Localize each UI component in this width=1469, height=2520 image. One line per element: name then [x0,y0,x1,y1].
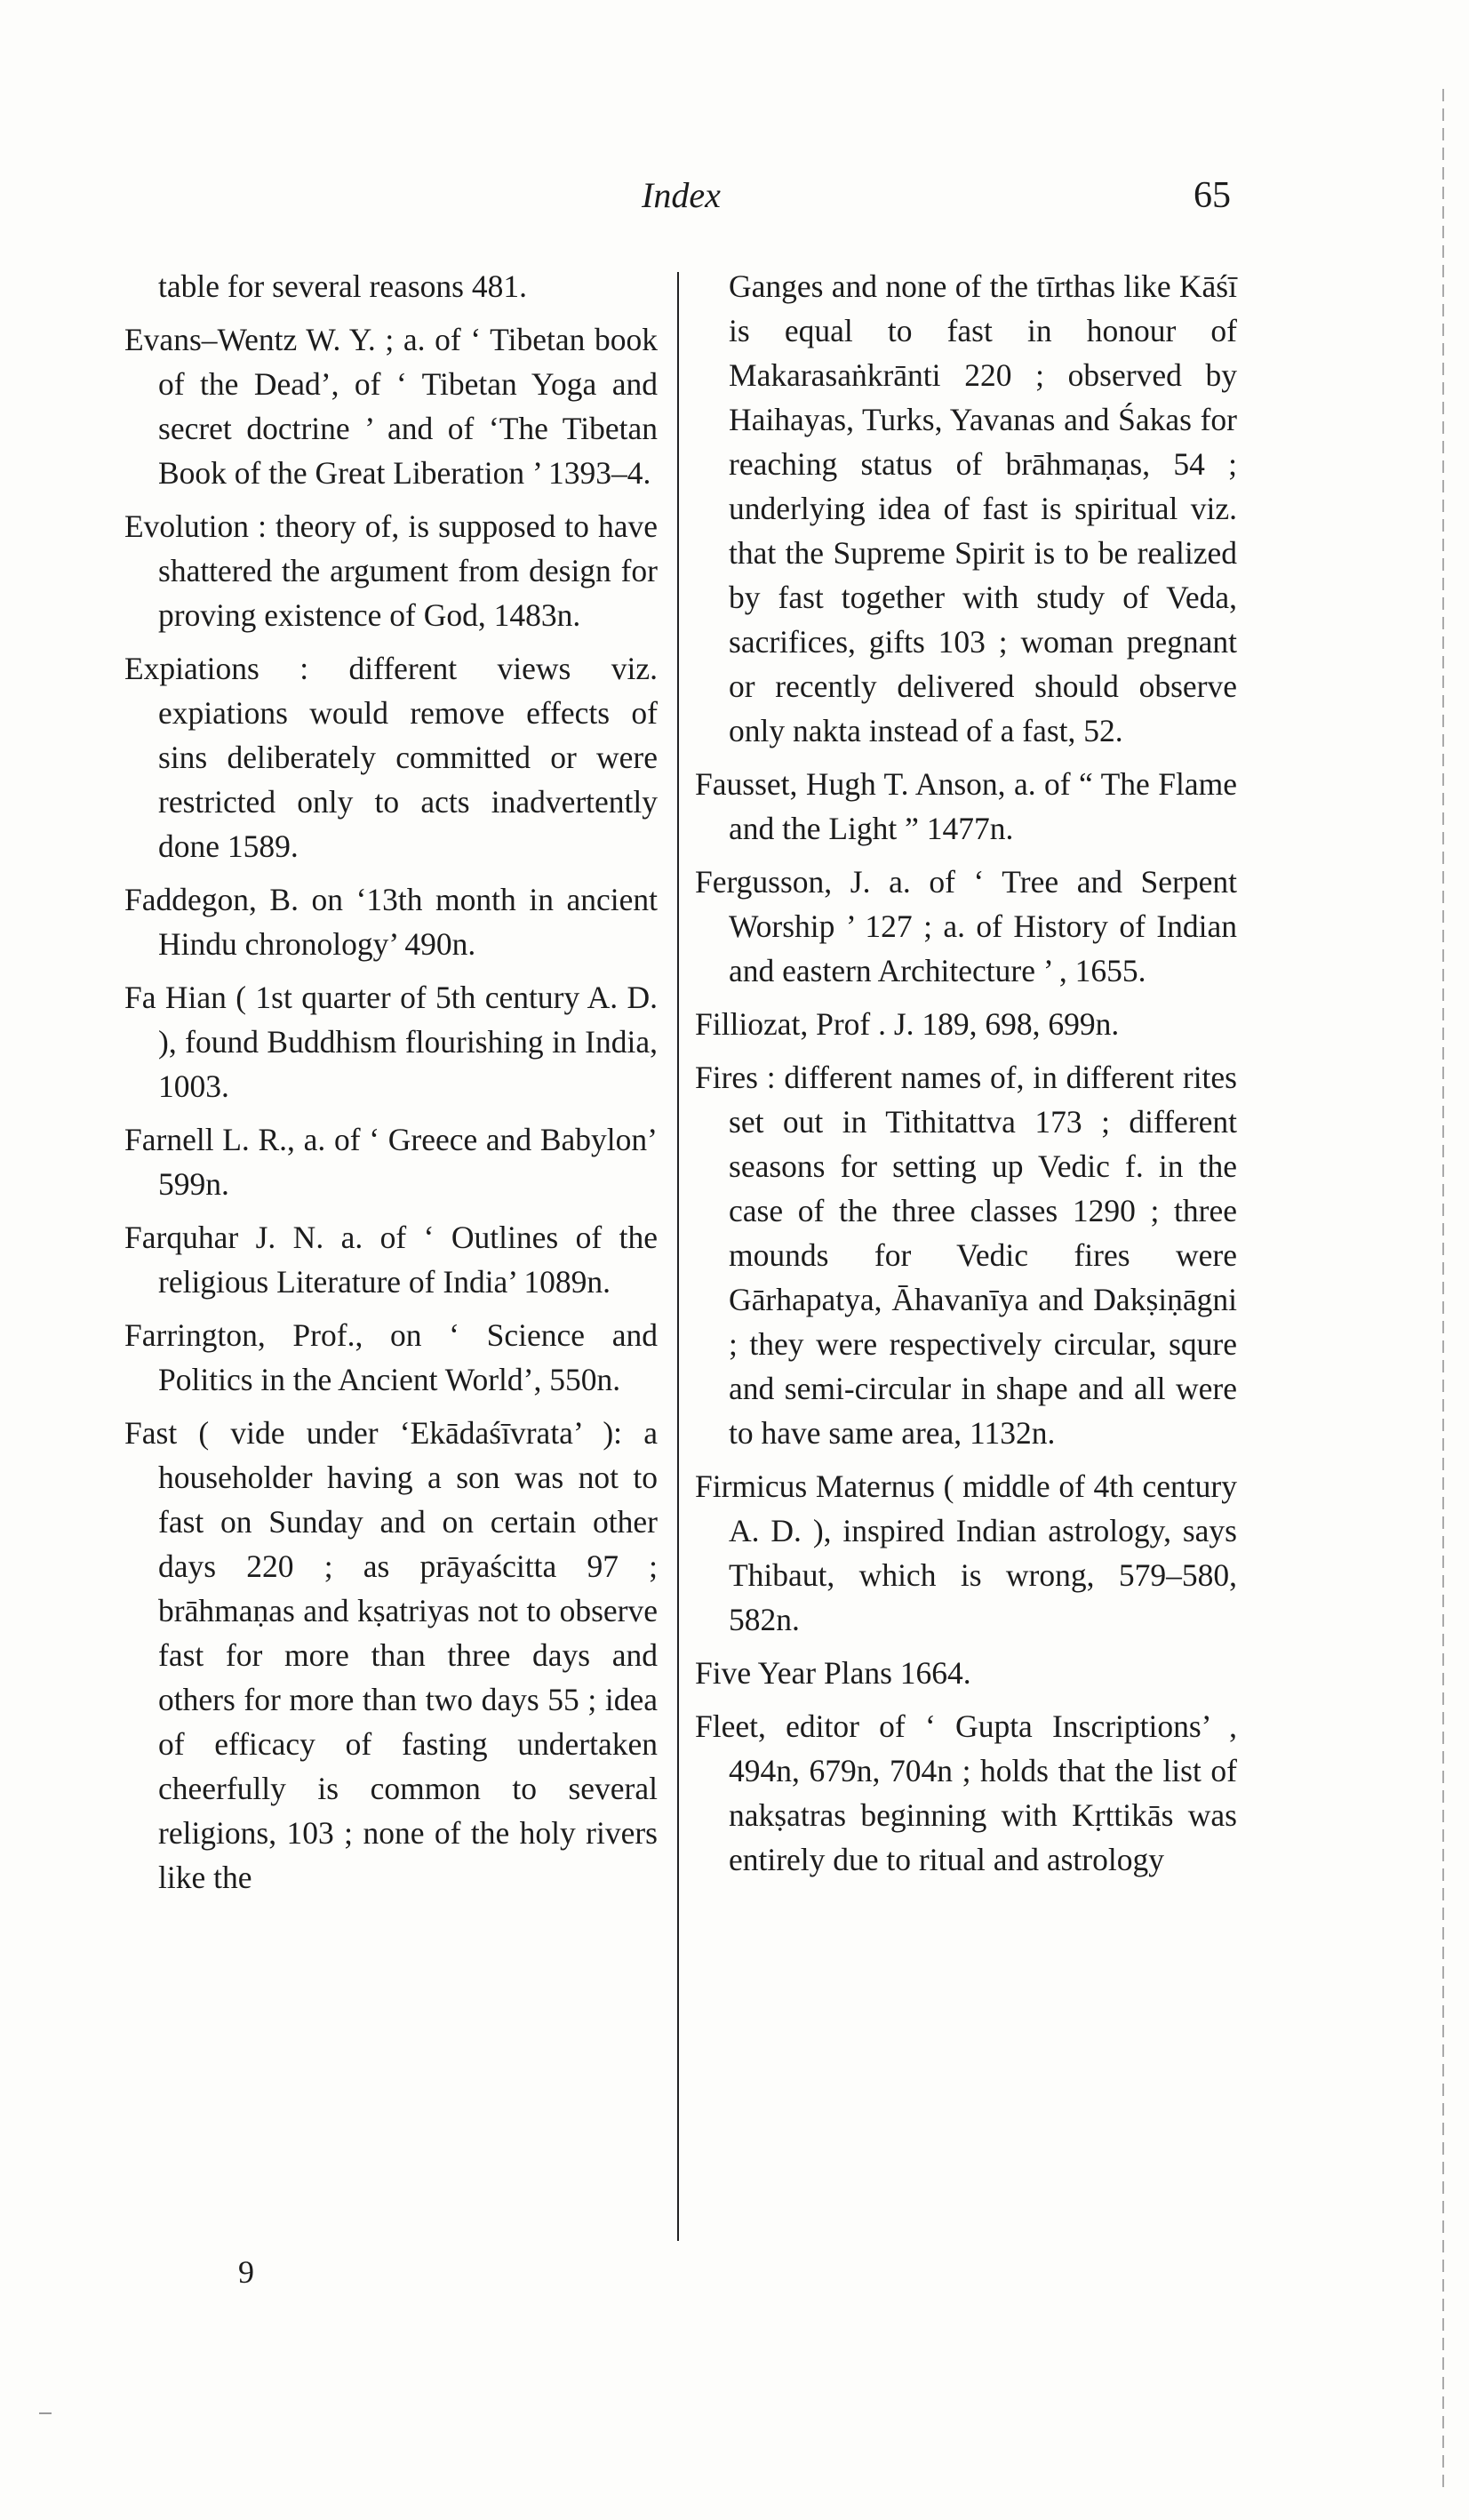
index-entry: Farnell L. R., a. of ‘ Greece and Babylon’ 599n. [124,1122,658,1202]
running-title: Index [642,175,721,215]
index-entry: Firmicus Maternus ( middle of 4th century A. D. ), inspired Indian astrology, says Thibaut, which is wrong, 579–580, 582n. [695,1468,1237,1637]
index-entry: Fa Hian ( 1st quarter of 5th century A. D. ), found Buddhism flourishing in India, 1003. [124,980,658,1104]
left-column [124,264,658,1908]
index-entry: Fleet, editor of ‘ Gupta Inscriptions’ , 494n, 679n, 704n ; holds that the list of nakṣatras beginning with Kṛttikās was entirely due to ritual and astrology [695,1708,1237,1877]
page-number: 65 [1194,175,1231,216]
column-divider [677,272,679,2241]
index-entry: Ganges and none of the tīrthas like Kāśī is equal to fast in honour of Makarasaṅkrānti 220 ; observed by Haihayas, Turks, Yavanas and Śakas for reaching status of brāhmaṇas, 54 ; underlying idea of fast is spiritual viz. that the Supreme Spirit is to be realized by fast together with study of Veda, sacrifices, gifts 103 ; woman pregnant or recently delivered should observe only nakta instead of a fast, 52. [729,268,1237,748]
scan-mark [39,2412,52,2414]
index-entry: Fires : different names of, in different rites set out in Tithitattva 173 ; different seasons for setting up Vedic f. in the case of the three classes 1290 ; three mounds for Vedic fires were Gārhapatya, Āhavanīya and Dakṣiṇāgni ; they were respectively circular, squre and semi-circular in shape and all were to have same area, 1132n. [695,1060,1237,1451]
index-entry: table for several reasons 481. [158,268,527,304]
index-entry: Filliozat, Prof . J. 189, 698, 699n. [695,1006,1120,1042]
index-entry: Five Year Plans 1664. [695,1655,971,1691]
signature-mark: 9 [238,2254,254,2290]
index-entry: Evans–Wentz W. Y. ; a. of ‘ Tibetan book of the Dead’, of ‘ Tibetan Yoga and secret doctrine ’ and of ‘The Tibetan Book of the Great Liberation ’ 1393–4. [124,322,658,491]
page-edge-line [1442,89,1444,2489]
index-entry: Evolution : theory of, is supposed to have shattered the argument from design for proving existence of God, 1483n. [124,508,658,633]
right-column [695,264,1237,1891]
index-entry: Fausset, Hugh T. Anson, a. of “ The Flame and the Light ” 1477n. [695,766,1237,846]
index-entry: Fast ( vide under ‘Ekādaśīvrata’ ): a householder having a son was not to fast on Sunday and on certain other days 220 ; as prāyaścitta 97 ; brāhmaṇas and kṣatriyas not to observe fast for more than three days and others for more than two days 55 ; idea of efficacy of fasting undertaken cheerfully is common to several religions, 103 ; none of the holy rivers like the [124,1415,658,1895]
index-entry: Farquhar J. N. a. of ‘ Outlines of the religious Literature of India’ 1089n. [124,1220,658,1300]
index-entry: Farrington, Prof., on ‘ Science and Politics in the Ancient World’, 550n. [124,1317,658,1397]
index-entry: Expiations : different views viz. expiations would remove effects of sins deliberately committed or were restricted only to acts inadvertently done 1589. [124,651,658,864]
index-entry: Fergusson, J. a. of ‘ Tree and Serpent Worship ’ 127 ; a. of History of Indian and eastern Architecture ’ , 1655. [695,864,1237,988]
index-entry: Faddegon, B. on ‘13th month in ancient Hindu chronology’ 490n. [124,882,658,962]
